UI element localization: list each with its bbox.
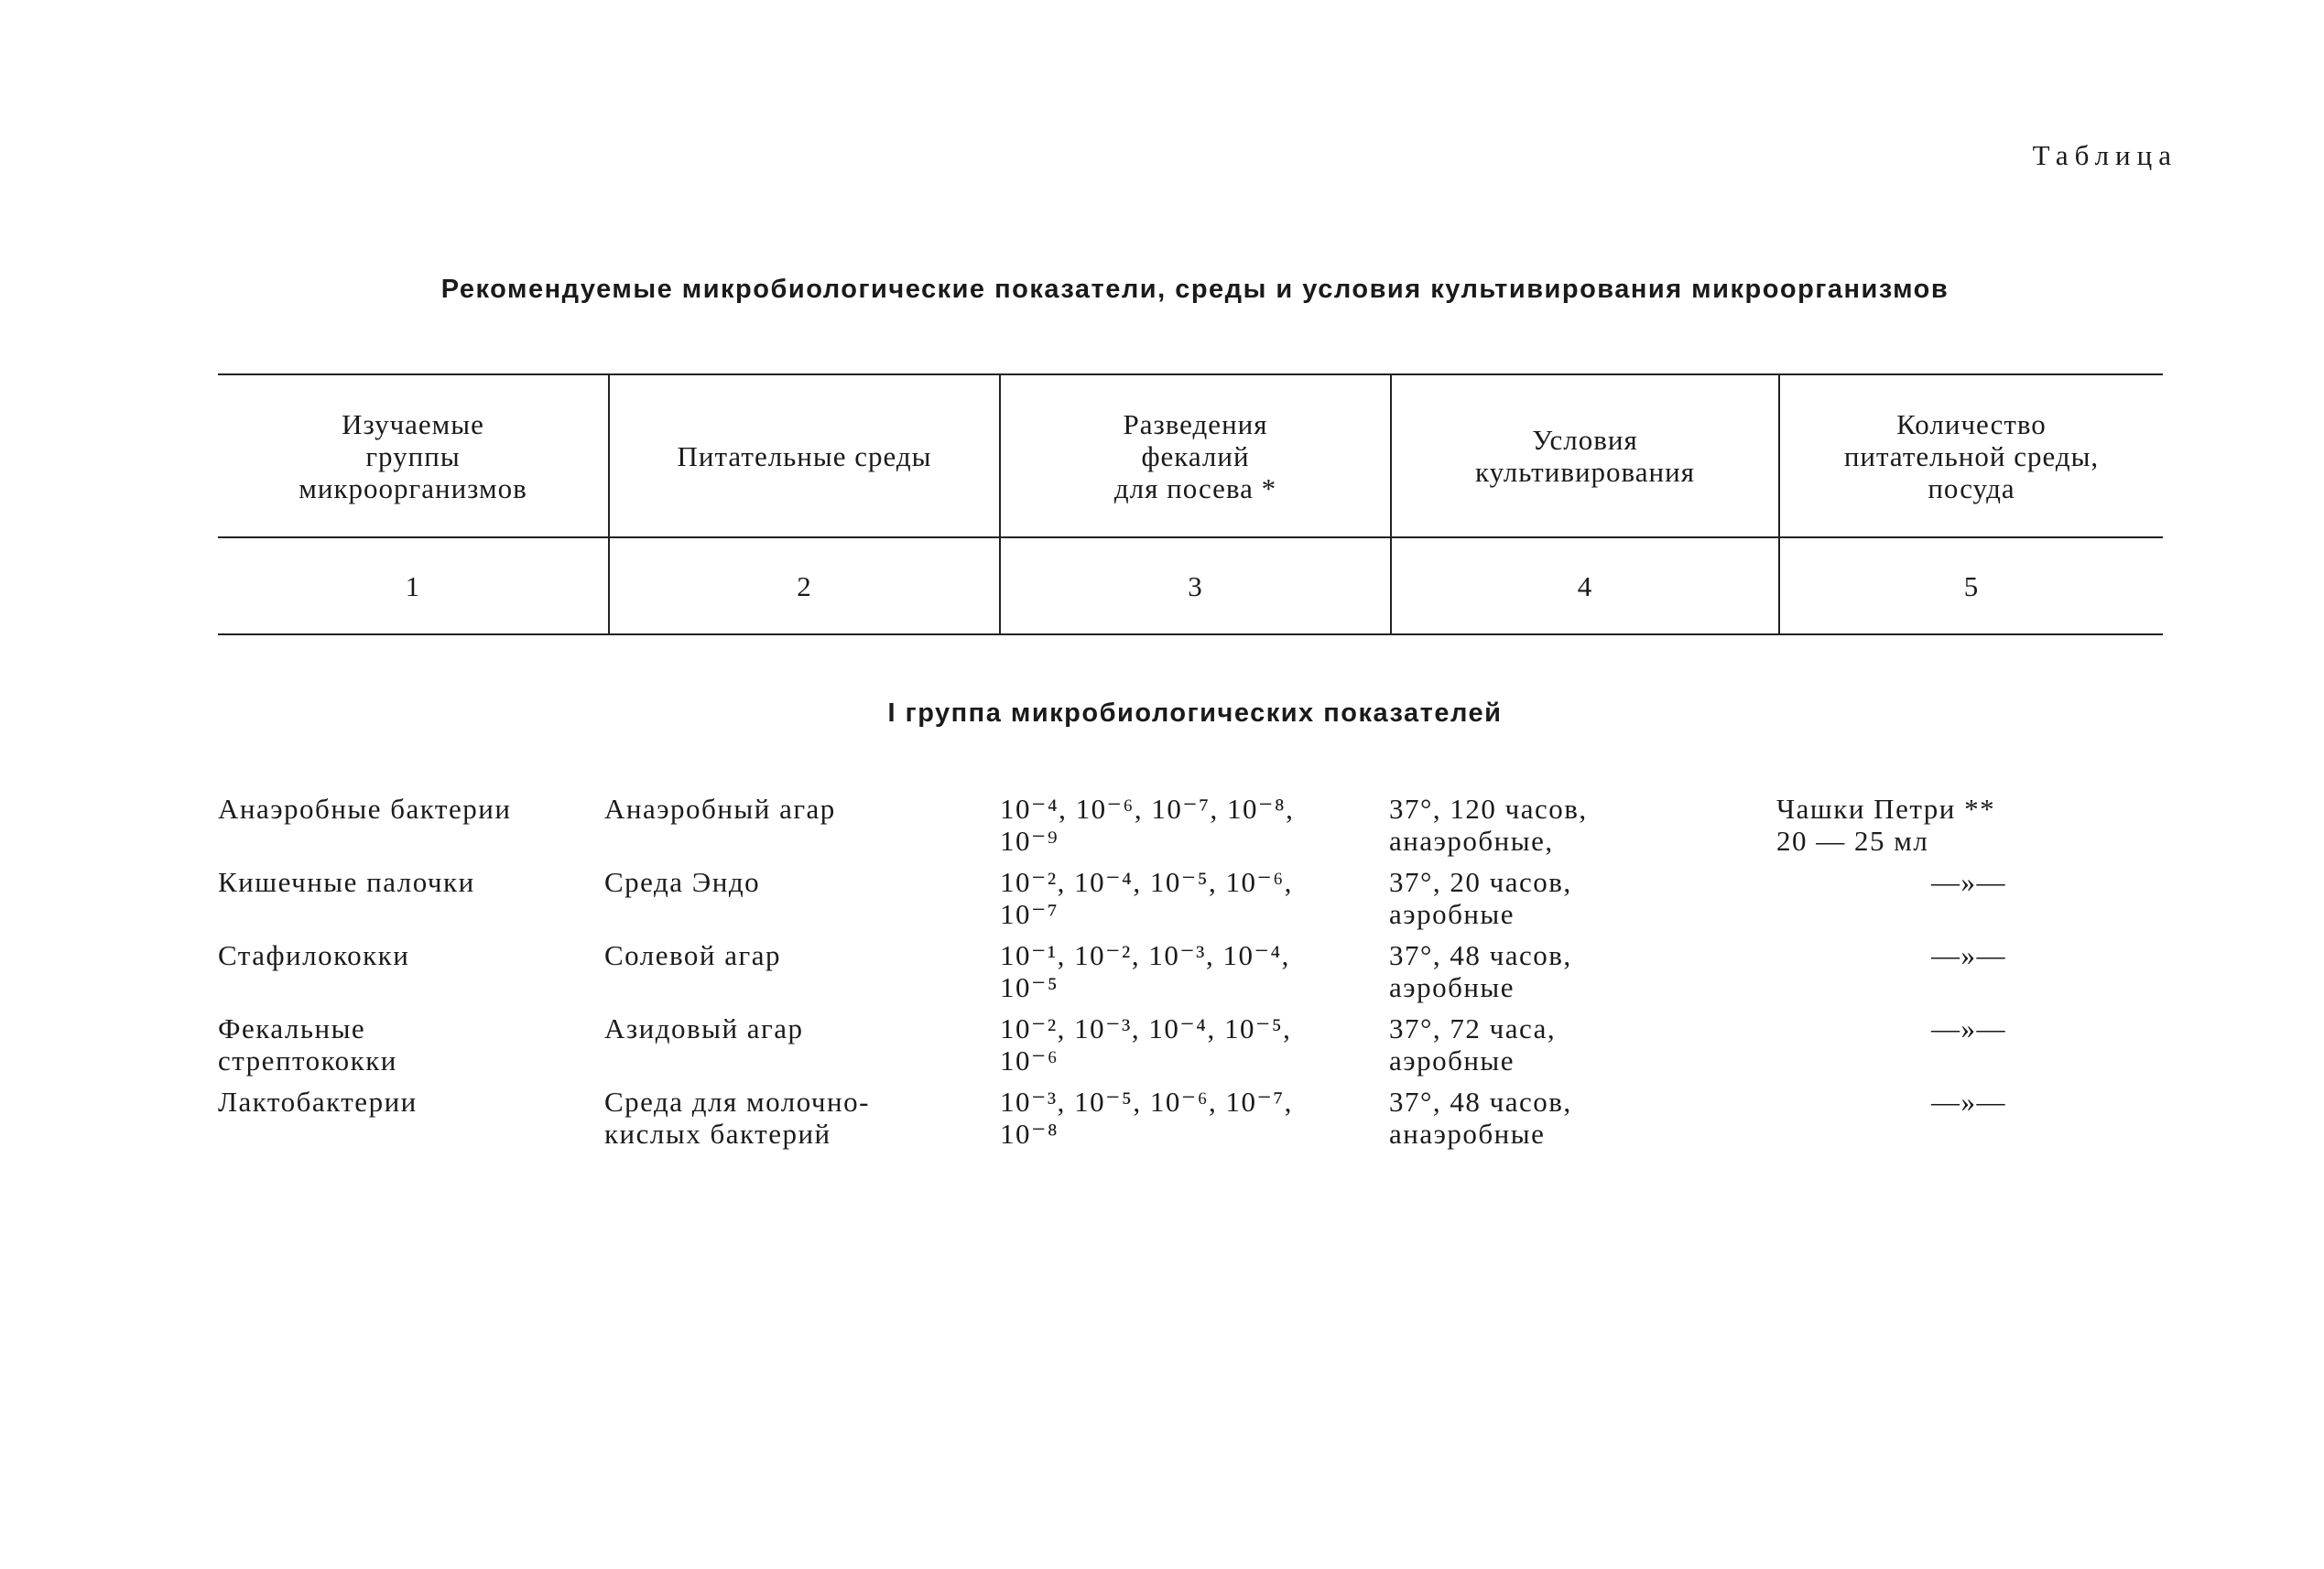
cell-line: Чашки Петри ** <box>1776 793 1996 825</box>
cell-line: 37°, 48 часов, <box>1389 1086 1572 1118</box>
cell-line: 10⁻⁵ <box>1000 971 1059 1003</box>
cell-line: 37°, 20 часов, <box>1389 866 1572 898</box>
cell-line: 10⁻⁷ <box>1000 898 1059 930</box>
cell-line: Фекальные <box>218 1012 366 1044</box>
header-line: питательной среды, <box>1843 439 2100 472</box>
cell-line: Среда для молочно- <box>604 1086 870 1118</box>
dilutions-cell <box>1000 866 1385 930</box>
conditions-cell <box>1389 1012 1774 1077</box>
cell-line: Анаэробные бактерии <box>218 793 512 825</box>
ditto-mark: —»— <box>1931 866 2006 898</box>
header-row <box>218 374 2163 537</box>
cell-line: 37°, 72 часа, <box>1389 1012 1557 1044</box>
header-cell-media <box>609 374 1000 537</box>
column-number: 2 <box>609 537 1000 634</box>
header-line: Условия <box>1532 424 1638 456</box>
cell-line: Азидовый агар <box>604 1012 804 1044</box>
table-header <box>218 373 2163 635</box>
medium-cell <box>604 939 989 971</box>
header-cell-organisms <box>218 374 609 537</box>
quantity-cell <box>1776 1086 2161 1118</box>
header-line: Изучаемые <box>342 407 484 440</box>
header-line: Количество <box>1896 407 2047 440</box>
dilutions-cell <box>1000 1012 1385 1077</box>
header-line: фекалий <box>1141 439 1250 472</box>
cell-line: 10⁻³, 10⁻⁵, 10⁻⁶, 10⁻⁷, <box>1000 1086 1293 1118</box>
cell-line: аэробные <box>1389 898 1515 930</box>
header-cell-dilutions <box>1000 374 1391 537</box>
cell-line: 10⁻⁹ <box>1000 825 1059 857</box>
conditions-cell <box>1389 1086 1774 1150</box>
ditto-mark: —»— <box>1931 1086 2006 1118</box>
column-number: 5 <box>1779 537 2163 634</box>
organism-cell <box>218 939 584 971</box>
cell-line: кислых бактерий <box>604 1118 831 1150</box>
cell-line: 10⁻², 10⁻⁴, 10⁻⁵, 10⁻⁶, <box>1000 866 1293 898</box>
cell-line: анаэробные, <box>1389 825 1554 857</box>
header-line: для посева * <box>1113 471 1277 504</box>
cell-line: аэробные <box>1389 971 1515 1003</box>
cell-line: Лактобактерии <box>218 1086 418 1118</box>
cell-line: анаэробные <box>1389 1118 1546 1150</box>
medium-cell <box>604 793 989 825</box>
conditions-cell <box>1389 793 1774 857</box>
column-number: 3 <box>1000 537 1391 634</box>
ditto-mark: —»— <box>1931 939 2006 971</box>
quantity-cell <box>1776 1012 2161 1044</box>
organism-cell <box>218 1086 584 1118</box>
dilutions-cell <box>1000 939 1385 1003</box>
ditto-mark: —»— <box>1931 1012 2006 1044</box>
table-label: Таблица <box>2032 139 2177 171</box>
column-number-row <box>218 537 2163 634</box>
cell-line: аэробные <box>1389 1044 1515 1077</box>
quantity-cell <box>1776 939 2161 971</box>
cell-line: 10⁻², 10⁻³, 10⁻⁴, 10⁻⁵, <box>1000 1012 1292 1044</box>
cell-line: Стафилококки <box>218 939 410 971</box>
conditions-cell <box>1389 866 1774 930</box>
quantity-cell <box>1776 793 2161 857</box>
cell-line: Солевой агар <box>604 939 781 971</box>
organism-cell <box>218 1012 584 1077</box>
header-line: Питательные среды <box>677 439 932 472</box>
organism-cell <box>218 793 584 825</box>
header-line: посуда <box>1928 471 2015 504</box>
column-number: 1 <box>218 537 609 634</box>
medium-cell <box>604 1086 989 1150</box>
quantity-cell <box>1776 866 2161 898</box>
header-line: группы <box>365 439 461 472</box>
cell-line: 37°, 48 часов, <box>1389 939 1572 971</box>
document-title: Рекомендуемые микробиологические показатели, среды и условия культивирования микроорганизмов <box>440 275 1949 304</box>
cell-line: 37°, 120 часов, <box>1389 793 1588 825</box>
header-line: микроорганизмов <box>299 471 527 504</box>
cell-line: Анаэробный агар <box>604 793 836 825</box>
dilutions-cell <box>1000 1086 1385 1150</box>
cell-line: 10⁻⁸ <box>1000 1118 1059 1150</box>
cell-line: стрептококки <box>218 1044 397 1077</box>
cell-line: 20 — 25 мл <box>1776 825 1929 857</box>
cell-line: 10⁻⁴, 10⁻⁶, 10⁻⁷, 10⁻⁸, <box>1000 793 1295 825</box>
organism-cell <box>218 866 584 898</box>
group-title: I группа микробиологических показателей <box>887 698 1503 728</box>
dilutions-cell <box>1000 793 1385 857</box>
conditions-cell <box>1389 939 1774 1003</box>
header-cell-conditions <box>1391 374 1779 537</box>
medium-cell <box>604 1012 989 1044</box>
header-line: культивирования <box>1475 456 1695 488</box>
cell-line: Среда Эндо <box>604 866 761 898</box>
header-line: Разведения <box>1123 407 1268 440</box>
column-number: 4 <box>1391 537 1779 634</box>
cell-line: 10⁻¹, 10⁻², 10⁻³, 10⁻⁴, <box>1000 939 1290 971</box>
medium-cell <box>604 866 989 898</box>
header-cell-quantity <box>1779 374 2163 537</box>
cell-line: 10⁻⁶ <box>1000 1044 1059 1077</box>
cell-line: Кишечные палочки <box>218 866 475 898</box>
